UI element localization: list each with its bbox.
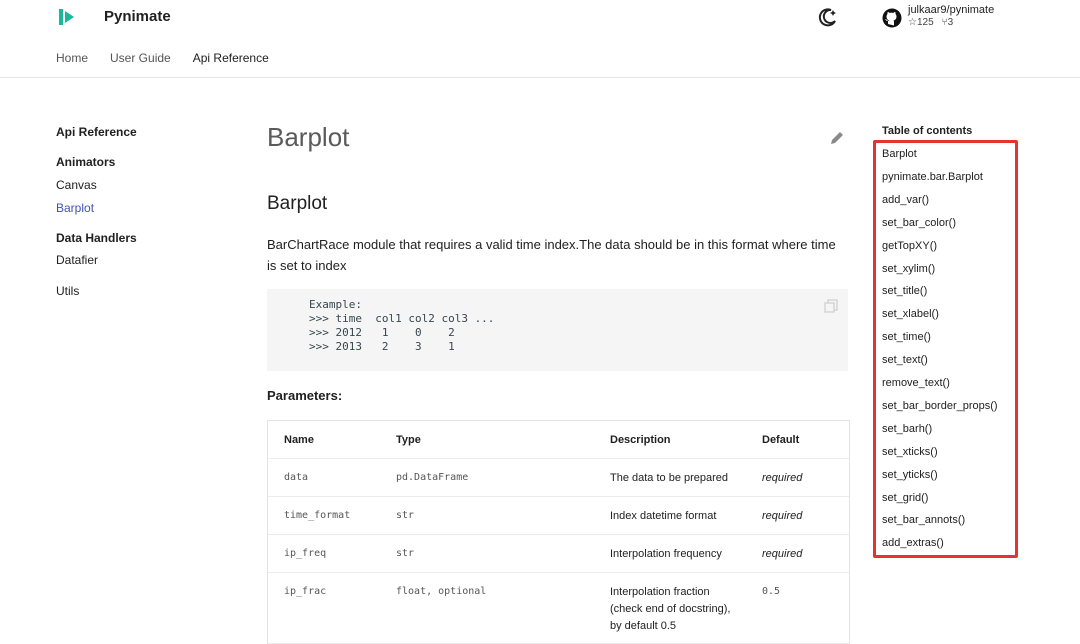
repo-link[interactable] bbox=[882, 4, 994, 29]
toc-item[interactable]: remove_text() bbox=[882, 377, 950, 389]
top-tabs bbox=[56, 51, 269, 65]
toc-item[interactable]: set_bar_annots() bbox=[882, 514, 966, 527]
code-example: Example: >>> time col1 col2 col3 ... >>> 2012 1 0 2 >>> 2013 2 3 1 bbox=[309, 298, 495, 353]
header-type: Type bbox=[396, 434, 421, 446]
fork-icon: ⑂ bbox=[941, 17, 948, 28]
toc-item[interactable]: set_xticks() bbox=[882, 445, 938, 458]
star-icon: ☆ bbox=[908, 17, 917, 28]
header-divider bbox=[0, 77, 1080, 78]
table-row: data pd.DataFrame The data to be prepared required bbox=[268, 459, 849, 497]
repo-name: julkaar9/pynimate bbox=[908, 4, 995, 16]
header-default: Default bbox=[762, 434, 800, 446]
section-heading: Barplot bbox=[267, 193, 328, 214]
toc-item[interactable]: set_grid() bbox=[882, 491, 929, 504]
tab-api-reference[interactable]: Api Reference bbox=[192, 51, 269, 65]
tab-user-guide[interactable]: User Guide bbox=[110, 51, 171, 65]
toc-item[interactable]: add_var() bbox=[882, 193, 930, 206]
nav-item-canvas[interactable]: Canvas bbox=[56, 178, 97, 192]
copy-icon[interactable] bbox=[824, 299, 838, 313]
toc-item[interactable]: pynimate.bar.Barplot bbox=[882, 170, 983, 183]
fork-count: ⑂3 bbox=[941, 17, 954, 28]
github-icon bbox=[882, 8, 902, 28]
site-name[interactable]: Pynimate bbox=[104, 8, 171, 25]
table-row: ip_freq str Interpolation frequency required bbox=[268, 535, 849, 573]
code-block bbox=[267, 289, 848, 371]
logo-icon[interactable] bbox=[58, 8, 76, 26]
toc-item[interactable]: set_xlabel() bbox=[882, 308, 939, 321]
parameters-heading: Parameters: bbox=[267, 388, 343, 403]
tab-home[interactable]: Home bbox=[56, 51, 89, 65]
edit-pencil-icon[interactable] bbox=[828, 129, 846, 147]
toc-title: Table of contents bbox=[882, 125, 973, 137]
toc-item[interactable]: set_barh() bbox=[882, 422, 933, 435]
nav-group-animators[interactable]: Animators bbox=[56, 155, 116, 169]
nav-item-datafier[interactable]: Datafier bbox=[56, 253, 99, 267]
module-description: BarChartRace module that requires a valid time index.The data should be in this format where time is set to index bbox=[267, 237, 836, 273]
nav-section-title[interactable]: Api Reference bbox=[56, 125, 137, 139]
toc-item[interactable]: add_extras() bbox=[882, 537, 944, 550]
dark-mode-toggle-icon[interactable] bbox=[817, 6, 839, 28]
parameters-table bbox=[267, 420, 850, 644]
toc-item[interactable]: getTopXY() bbox=[882, 239, 938, 252]
page-title: Barplot bbox=[267, 122, 350, 152]
toc-item[interactable]: set_title() bbox=[882, 285, 928, 298]
table-row: ip_frac float, optional Interpolation fraction (check end of docstring), by default 0.5 0.5 bbox=[268, 573, 849, 644]
header-description: Description bbox=[610, 434, 671, 446]
toc-item[interactable]: set_bar_border_props() bbox=[882, 399, 998, 412]
nav-group-data-handlers[interactable]: Data Handlers bbox=[56, 231, 137, 245]
toc-item[interactable]: set_text() bbox=[882, 354, 928, 367]
toc-item[interactable]: set_xylim() bbox=[882, 262, 936, 275]
toc-item[interactable]: set_bar_color() bbox=[882, 216, 956, 229]
table-header-row bbox=[268, 421, 849, 459]
toc-item[interactable]: set_time() bbox=[882, 331, 931, 344]
header bbox=[0, 0, 1080, 36]
nav-item-barplot[interactable]: Barplot bbox=[56, 201, 95, 215]
header-name: Name bbox=[284, 434, 314, 446]
star-count: ☆125 bbox=[908, 17, 934, 28]
nav-item-utils[interactable]: Utils bbox=[56, 284, 80, 298]
toc-item[interactable]: Barplot bbox=[882, 148, 917, 160]
toc-item[interactable]: set_yticks() bbox=[882, 468, 938, 481]
table-row: time_format str Index datetime format required bbox=[268, 497, 849, 535]
